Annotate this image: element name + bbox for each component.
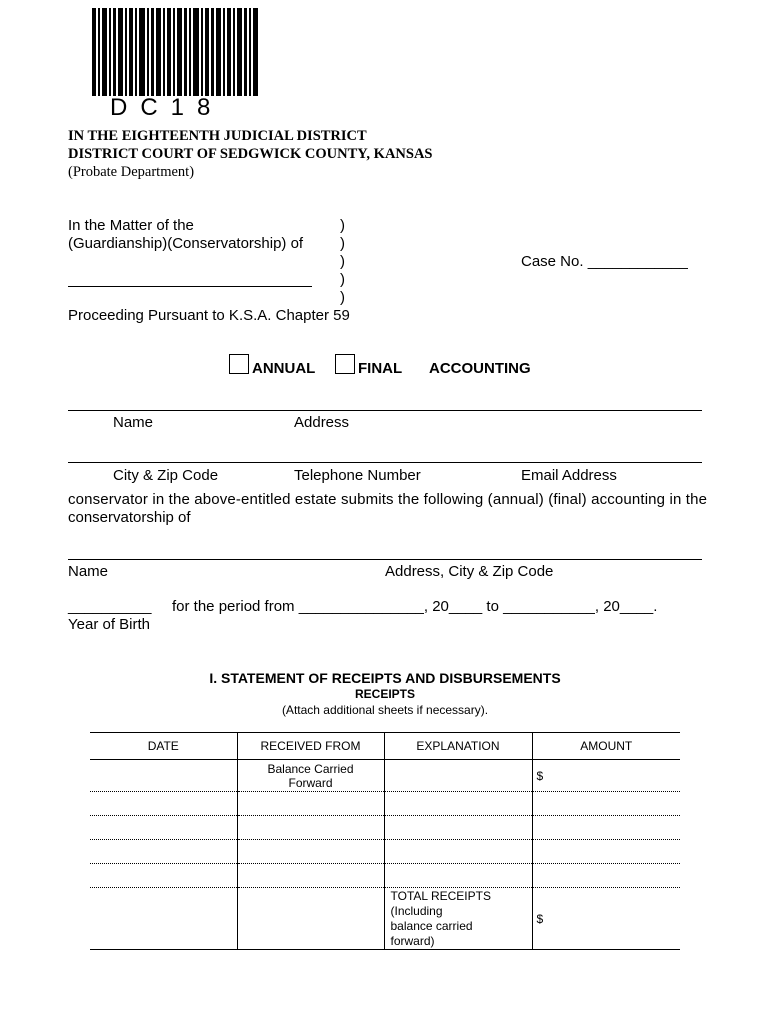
total-line-4: forward) bbox=[390, 933, 435, 948]
explanation-cell[interactable] bbox=[384, 760, 532, 792]
amount-cell[interactable] bbox=[532, 840, 680, 864]
caption-paren: ) bbox=[340, 289, 345, 306]
annual-checkbox[interactable] bbox=[229, 354, 249, 374]
received-from-cell[interactable] bbox=[237, 864, 384, 888]
barcode-label: DC18 bbox=[110, 94, 224, 121]
final-checkbox[interactable] bbox=[335, 354, 355, 374]
dollar-sign: $ bbox=[536, 911, 544, 926]
received-from-cell bbox=[237, 760, 384, 792]
amount-cell[interactable] bbox=[532, 864, 680, 888]
caption-paren: ) bbox=[340, 253, 345, 270]
matter-line-1: In the Matter of the bbox=[68, 217, 194, 234]
table-row bbox=[90, 816, 680, 840]
explanation-cell[interactable] bbox=[384, 816, 532, 840]
balance-carried-line-2: Forward bbox=[288, 775, 333, 790]
conservator-name-address-line[interactable] bbox=[68, 410, 702, 411]
table-row bbox=[90, 864, 680, 888]
amount-cell[interactable] bbox=[532, 816, 680, 840]
total-line-1: TOTAL RECEIPTS bbox=[390, 888, 491, 903]
dollar-sign: $ bbox=[536, 768, 544, 783]
total-amount-cell[interactable] bbox=[532, 888, 680, 950]
table-row bbox=[90, 840, 680, 864]
caption-paren: ) bbox=[340, 217, 345, 234]
year-of-birth-label: Year of Birth bbox=[68, 616, 150, 633]
telephone-label: Telephone Number bbox=[294, 467, 421, 484]
section-note: (Attach additional sheets if necessary). bbox=[281, 703, 489, 717]
department: (Probate Department) bbox=[68, 164, 195, 180]
year-of-birth-blank[interactable]: __________ bbox=[68, 598, 152, 615]
city-zip-label: City & Zip Code bbox=[113, 467, 219, 484]
caption-paren: ) bbox=[340, 235, 345, 252]
case-number[interactable]: Case No. ____________ bbox=[521, 253, 688, 270]
court-line-1: IN THE EIGHTEENTH JUDICIAL DISTRICT bbox=[68, 128, 367, 144]
received-from-cell[interactable] bbox=[237, 888, 384, 950]
ward-name-label: Name bbox=[68, 563, 109, 580]
total-receipts-cell bbox=[384, 888, 532, 950]
table-row bbox=[90, 792, 680, 816]
amount-header: AMOUNT bbox=[532, 733, 680, 760]
conservator-address-label: Address bbox=[294, 414, 350, 431]
date-header: DATE bbox=[90, 733, 237, 760]
received-from-cell[interactable] bbox=[237, 792, 384, 816]
receipts-table bbox=[90, 732, 680, 950]
period-line[interactable]: for the period from _______________, 20____ to ___________, 20____. bbox=[172, 598, 658, 615]
explanation-cell[interactable] bbox=[384, 840, 532, 864]
matter-line-2: (Guardianship)(Conservatorship) of bbox=[68, 235, 304, 252]
total-line-3: balance carried bbox=[390, 918, 473, 933]
balance-carried-line-1: Balance Carried bbox=[267, 761, 354, 776]
accounting-label: ACCOUNTING bbox=[429, 360, 531, 377]
email-label: Email Address bbox=[521, 467, 617, 484]
ward-name-line[interactable] bbox=[68, 286, 312, 287]
received-from-header: RECEIVED FROM bbox=[237, 733, 384, 760]
court-line-2: DISTRICT COURT OF SEDGWICK COUNTY, KANSAS bbox=[68, 146, 433, 162]
table-row-total bbox=[90, 888, 680, 950]
explanation-cell[interactable] bbox=[384, 864, 532, 888]
ward-address-label: Address, City & Zip Code bbox=[385, 563, 554, 580]
barcode bbox=[92, 8, 258, 96]
date-cell[interactable] bbox=[90, 760, 237, 792]
date-cell[interactable] bbox=[90, 888, 237, 950]
explanation-cell[interactable] bbox=[384, 792, 532, 816]
conservator-name-label: Name bbox=[113, 414, 154, 431]
received-from-cell[interactable] bbox=[237, 816, 384, 840]
statement-line-1: conservator in the above-entitled estate submits the following (annual) (final) accounting in the bbox=[68, 491, 708, 508]
date-cell[interactable] bbox=[90, 864, 237, 888]
statement-line-2: conservatorship of bbox=[68, 509, 191, 526]
section-subtitle: RECEIPTS bbox=[354, 687, 415, 701]
caption-paren: ) bbox=[340, 271, 345, 288]
annual-label: ANNUAL bbox=[252, 360, 316, 377]
total-line-2: (Including bbox=[390, 903, 443, 918]
date-cell[interactable] bbox=[90, 840, 237, 864]
final-label: FINAL bbox=[358, 360, 403, 377]
received-from-cell[interactable] bbox=[237, 840, 384, 864]
proceeding-line: Proceeding Pursuant to K.S.A. Chapter 59 bbox=[68, 307, 350, 324]
amount-cell[interactable] bbox=[532, 792, 680, 816]
section-title: I. STATEMENT OF RECEIPTS AND DISBURSEMENTS bbox=[209, 670, 561, 686]
table-header-row bbox=[90, 733, 680, 760]
date-cell[interactable] bbox=[90, 816, 237, 840]
amount-cell[interactable] bbox=[532, 760, 680, 792]
date-cell[interactable] bbox=[90, 792, 237, 816]
explanation-header: EXPLANATION bbox=[384, 733, 532, 760]
conservator-contact-line[interactable] bbox=[68, 462, 702, 463]
ward-name-address-line[interactable] bbox=[68, 559, 702, 560]
table-row bbox=[90, 760, 680, 792]
